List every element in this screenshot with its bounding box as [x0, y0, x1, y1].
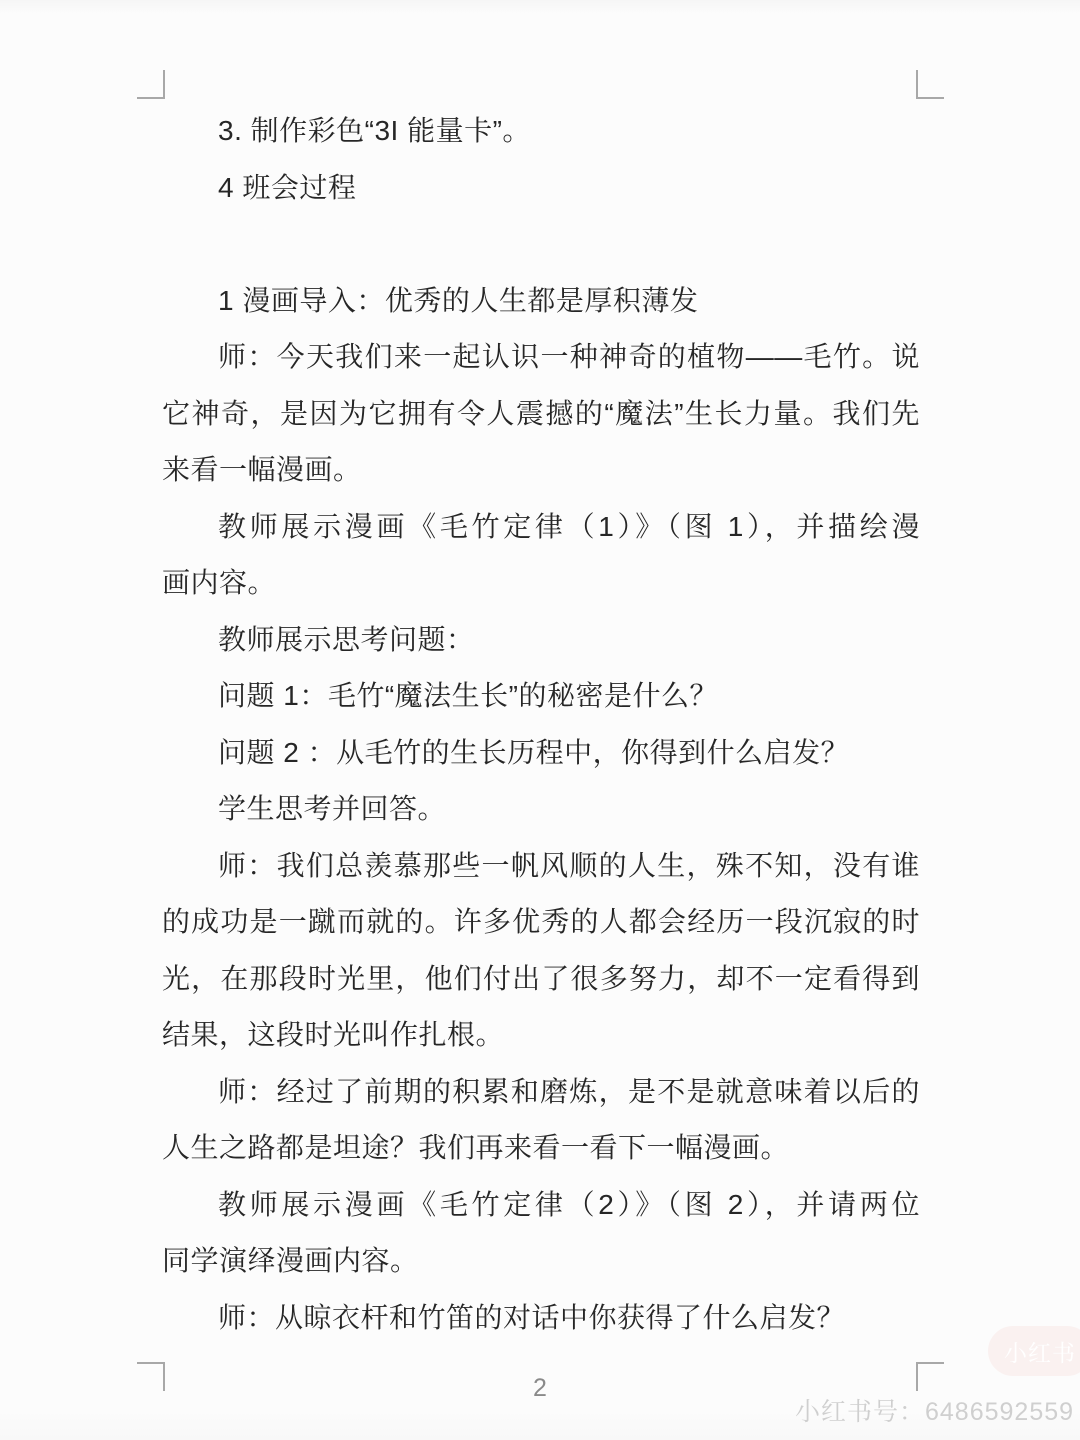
text-line-21: 师：从晾衣杆和竹笛的对话中你获得了什么启发？ [218, 1301, 846, 1333]
text-line-10: 问题 1：毛竹“魔法生长”的秘密是什么？ [218, 680, 719, 711]
xiaohongshu-badge-watermark [988, 1326, 1080, 1376]
text-line-19: 教师展示漫画《毛竹定律（2）》（图 2），并请两位 [218, 1188, 920, 1220]
crop-mark-top-left-icon [137, 70, 165, 99]
text-line-2: 4 班会过程 [218, 171, 357, 203]
text-line-8: 画内容。 [162, 567, 277, 598]
text-line-1: 3. 制作彩色“3I 能量卡”。 [218, 115, 531, 146]
text-line-18: 人生之路都是坦途？我们再来看一看下一幅漫画。 [162, 1132, 790, 1163]
text-line-13: 师：我们总羡慕那些一帆风顺的人生，殊不知，没有谁 [218, 849, 920, 881]
text-line-12: 学生思考并回答。 [218, 793, 447, 824]
text-line-17: 师：经过了前期的积累和磨炼，是不是就意味着以后的 [218, 1075, 920, 1107]
text-line-15: 光，在那段时光里，他们付出了很多努力，却不一定看得到 [162, 962, 920, 994]
xiaohongshu-badge-label: 小红书 [1004, 1339, 1076, 1366]
text-line-7: 教师展示漫画《毛竹定律（1）》（图 1），并描绘漫 [218, 510, 920, 542]
text-line-9: 教师展示思考问题： [218, 623, 475, 655]
text-line-5: 它神奇，是因为它拥有令人震撼的“魔法”生长力量。我们先 [162, 397, 920, 429]
text-line-6: 来看一幅漫画。 [162, 454, 362, 485]
text-line-20: 同学演绎漫画内容。 [162, 1245, 419, 1276]
document-body [162, 103, 920, 1346]
text-line-4: 师：今天我们来一起认识一种神奇的植物——毛竹。说 [218, 341, 920, 372]
text-line-3: 1 漫画导入：优秀的人生都是厚积薄发 [218, 284, 699, 316]
crop-mark-top-right-icon [916, 70, 944, 99]
page-number: 2 [533, 1374, 547, 1402]
xiaohongshu-id-watermark: 小红书号：6486592559 [795, 1398, 1075, 1426]
text-line-11: 问题 2 ：从毛竹的生长历程中，你得到什么启发？ [218, 736, 850, 768]
text-line-16: 结果，这段时光叫作扎根。 [162, 1019, 505, 1050]
text-line-14: 的成功是一蹴而就的。许多优秀的人都会经历一段沉寂的时 [162, 906, 920, 937]
